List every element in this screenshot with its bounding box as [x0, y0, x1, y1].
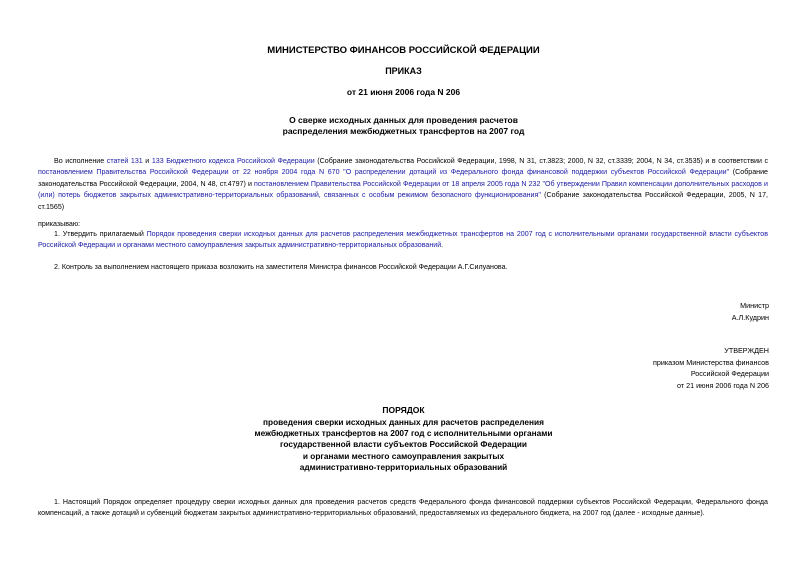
- intro-paragraph: [38, 156, 768, 213]
- signature-block: [732, 300, 769, 323]
- procedure-heading: ПОРЯДОК: [382, 405, 425, 415]
- intro-text-2: и: [142, 157, 152, 165]
- procedure-title: [0, 417, 807, 473]
- procedure-title-line-2: межбюджетных трансфертов на 2007 год с исполнительными органами: [254, 428, 553, 439]
- order-title-line-2: распределения межбюджетных трансфертов на 2007 год: [282, 126, 525, 136]
- procedure-item-1: 1. Настоящий Порядок определяет процедуру сверки исходных данных для проведения расчетов средств Федерального фонда финансовой поддержки субъектов Российской Федерации, Федерального фонда компенсаций, а также дотаций и субвенций бюджетам закрытых административно-территориальных образований, предоставляемых из федерального бюджета, на 2007 год (далее - исходные данные).: [38, 498, 768, 518]
- order-heading: ПРИКАЗ: [385, 66, 422, 76]
- link-resolution-232[interactable]: постановлением Правительства Российской Федерации от 18 апреля 2005 года N 232 "Об утверждении Правил компенсации дополнительных расходов и (или) потерь бюджетов закрытых административно-территориальных образований, связанных с особым режимом безопасного функционирования": [38, 179, 768, 200]
- order-title-line-1: О сверке исходных данных для проведения расчетов: [289, 115, 518, 125]
- link-article-131[interactable]: статей 131: [106, 157, 143, 165]
- link-budget-code-133[interactable]: 133 Бюджетного кодекса Российской Федерации: [151, 157, 315, 165]
- approval-line-1: УТВЕРЖДЕН: [724, 346, 769, 355]
- intro-text-1: Во исполнение: [54, 157, 107, 165]
- procedure-title-line-4: и органами местного самоуправления закрытых: [302, 450, 505, 461]
- procedure-title-line-3: государственной власти субъектов Российской Федерации: [280, 439, 527, 450]
- item1-text-2: .: [441, 241, 444, 250]
- order-item-2: 2. Контроль за выполнением настоящего приказа возложить на заместителя Министра финансов Российской Федерации А.Г.Силуанова.: [54, 263, 508, 271]
- procedure-title-line-5: административно-территориальных образований: [299, 461, 508, 472]
- order-item-1: [38, 229, 768, 252]
- approval-line-2: приказом Министерства финансов: [652, 357, 769, 367]
- intro-text-4: (Собрание законодательства Российской Федерации, 2004, N 48, ст.4797) и: [38, 168, 768, 188]
- order-title: [0, 115, 807, 137]
- link-procedure[interactable]: Порядок проведения сверки исходных данных для расчетов распределения межбюджетных трансфертов на 2007 год с исполнительными органами государственной власти субъектов Российской Федерации и органами местного самоуправления закрытых административно-территориальных образований: [38, 230, 768, 250]
- intro-text-3: (Собрание законодательства Российской Федерации, 1998, N 31, ст.3823; 2000, N 32, ст.3339; 2004, N 34, ст.3535) и в соответствии с: [314, 157, 769, 165]
- ministry-heading: МИНИСТЕРСТВО ФИНАНСОВ РОССИЙСКОЙ ФЕДЕРАЦИИ: [267, 45, 540, 56]
- signature-name: А.Л.Кудрин: [731, 312, 769, 322]
- signature-position: Министр: [740, 301, 769, 310]
- order-word: приказываю:: [38, 220, 81, 228]
- link-resolution-670[interactable]: постановлением Правительства Российской Федерации от 22 ноября 2004 года N 670 "О распределении дотаций из Федерального фонда финансовой поддержки субъектов Российской Федерации": [38, 168, 730, 177]
- item1-text-1: 1. Утвердить прилагаемый: [54, 230, 147, 238]
- approval-line-3: Российской Федерации: [690, 369, 769, 378]
- approval-block: [653, 345, 769, 391]
- order-date: от 21 июня 2006 года N 206: [346, 87, 461, 97]
- approval-line-4: от 21 июня 2006 года N 206: [676, 380, 769, 390]
- intro-text-5: (Собрание законодательства Российской Федерации, 2005, N 17, ст.1565): [38, 191, 768, 211]
- procedure-title-line-1: проведения сверки исходных данных для расчетов распределения: [262, 417, 545, 427]
